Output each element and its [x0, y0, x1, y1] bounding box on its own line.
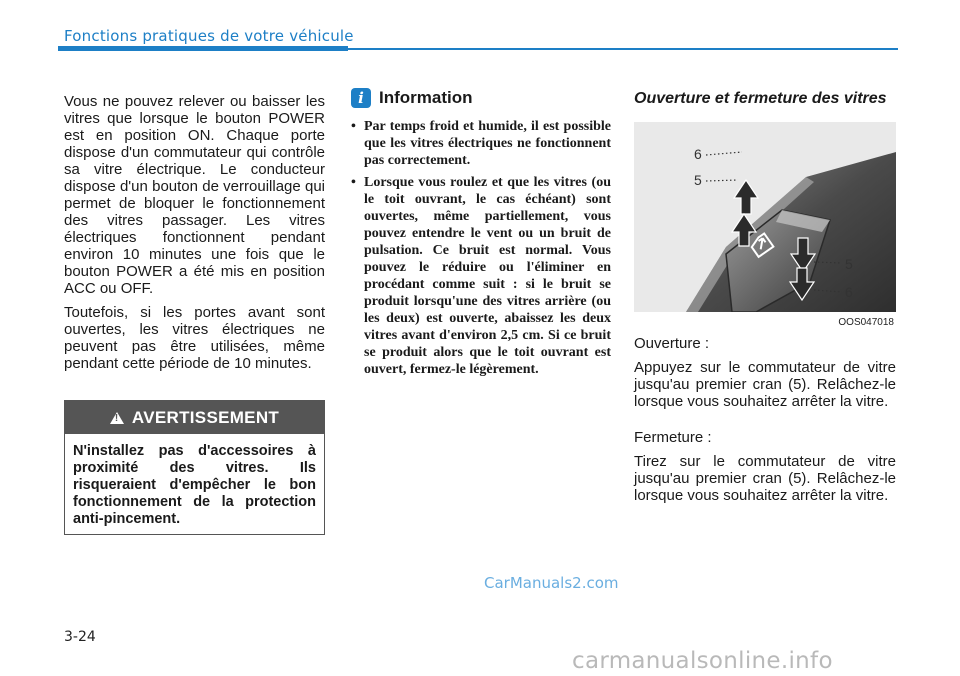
open-instructions: Appuyez sur le commutateur de vitre jusqu'au premier cran (5). Relâchez-le lorsque vous souhaitez arrêter la vitre.: [634, 359, 896, 410]
close-label: Fermeture :: [634, 429, 712, 446]
warning-title: AVERTISSEMENT: [131, 407, 280, 427]
warning-text: N'installez pas d'accessoires à proximité des vitres. Ils risqueraient d'empêcher le bon fonctionnement de la protection anti-pincement.: [73, 443, 316, 527]
column-left: [64, 93, 325, 372]
info-list-item: • Par temps froid et humide, il est possible que les vitres électriques ne fonctionnent pas correctement.: [351, 118, 611, 169]
column-right: [634, 90, 896, 504]
info-icon: i: [351, 88, 371, 108]
info-header: [351, 88, 611, 108]
info-list-item: • Lorsque vous roulez et que les vitres (ou le toit ouvrant, le cas échéant) sont ouvertes, même partiellement, vous pouvez entendre le vent ou un bruit de pulsation. Ce bruit est normal. Vous pouvez le réduire ou l'éliminer en procédant comme suit : si le bruit se produit lorsqu'une des vitres arrière (ou les deux) est ouverte, abaissez les deux vitres avant d'environ 2,5 cm. Si ce bruit se produit alors que le toit ouvrant est ouvert, fermez-le légèrement.: [351, 174, 611, 378]
body-paragraph: Vous ne pouvez relever ou baisser les vitres que lorsque le bouton POWER est en position ON. Chaque porte dispose d'un commutateur qui contrôle sa vitre électrique. Le conducteur dispose d'un bouton de verrouillage qui permet de bloquer le fonctionnement des vitres passager. Les vitres électriques fonctionnent pendant environ 10 minutes une fois que le bouton POWER a été mis en position ACC ou OFF.: [64, 93, 325, 297]
figure-code: OOS047018: [838, 317, 894, 328]
window-switch-illustration: [634, 122, 896, 312]
section-title: Ouverture et fermeture des vitres: [634, 90, 887, 107]
warning-triangle-icon: [110, 412, 124, 424]
open-label: Ouverture :: [634, 335, 710, 352]
info-list: [351, 118, 611, 378]
column-middle: [351, 88, 611, 378]
watermark-text: carmanualsonline.info: [572, 648, 833, 674]
close-instructions: Tirez sur le commutateur de vitre jusqu'au premier cran (5). Relâchez-le lorsque vous souhaitez arrêter la vitre.: [634, 453, 896, 504]
figure-label-6-down: 6: [845, 284, 853, 300]
window-switch-figure: [634, 122, 896, 328]
figure-label-6-up: 6: [694, 146, 702, 162]
section-header-title: Fonctions pratiques de votre véhicule: [64, 27, 354, 45]
spacer: [634, 410, 896, 429]
header-rule: [348, 48, 898, 50]
page-number: 3-24: [64, 629, 96, 645]
info-title: Information: [379, 88, 473, 107]
header-rule-accent: [58, 46, 348, 51]
figure-label-5-up: 5: [694, 172, 702, 188]
warning-box: [64, 400, 325, 535]
figure-label-5-down: 5: [845, 256, 853, 272]
body-paragraph: Toutefois, si les portes avant sont ouvertes, les vitres électriques ne peuvent pas être utilisées, même pendant cette période de 10 minutes.: [64, 304, 325, 372]
warning-header: [65, 401, 324, 434]
watermark-link[interactable]: CarManuals2.com: [484, 574, 619, 592]
